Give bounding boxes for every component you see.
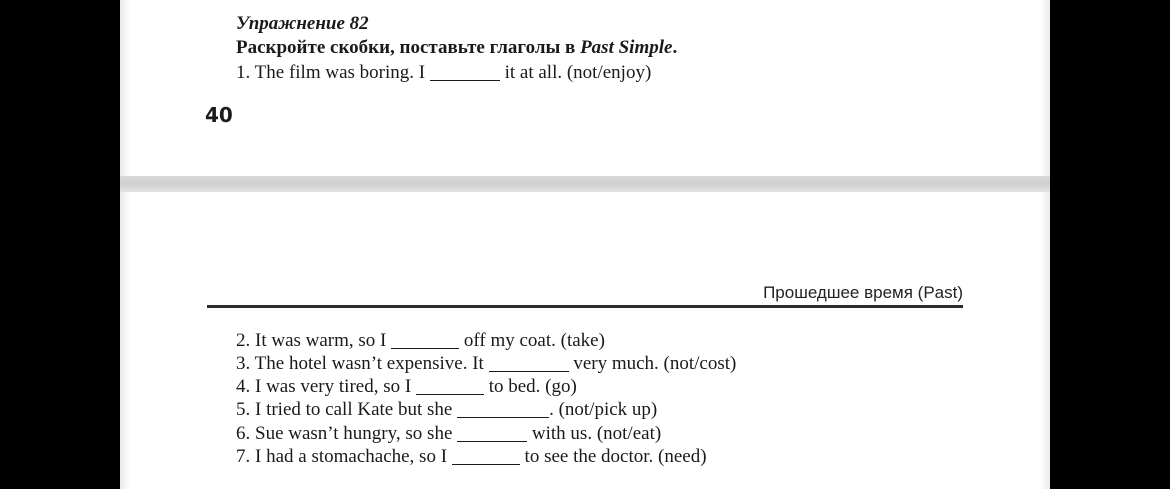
exercise-item-5	[236, 398, 657, 421]
answer-blank	[430, 61, 500, 81]
item-text-before: 3. The hotel wasn’t expensive. It	[236, 353, 489, 374]
item-text-before: 2. It was warm, so I	[236, 330, 392, 351]
answer-blank	[457, 398, 549, 418]
answer-blank	[489, 352, 569, 372]
exercise-item-2	[236, 329, 605, 352]
section-header: Прошедшее время (Past)	[763, 283, 963, 302]
exercise-item-3	[236, 352, 736, 375]
exercise-instruction	[236, 37, 677, 59]
section-rule	[207, 305, 963, 308]
exercise-item-6	[236, 422, 661, 445]
item-text-before: 1. The film was boring. I	[236, 62, 430, 83]
item-text-after: to see the doctor. (need)	[519, 446, 707, 467]
instruction-suffix: .	[672, 37, 678, 58]
item-text-after: very much. (not/cost)	[568, 353, 737, 374]
item-text-after: it at all. (not/enjoy)	[499, 62, 652, 83]
exercise-title: Упражнение 82	[236, 13, 369, 34]
answer-blank	[457, 422, 527, 442]
instruction-italic: Past Simple	[580, 37, 673, 58]
item-text-after: to bed. (go)	[483, 376, 577, 397]
item-text-before: 5. I tried to call Kate but she	[236, 399, 458, 420]
item-text-after: . (not/pick up)	[549, 399, 658, 420]
item-text-after: with us. (not/eat)	[527, 423, 662, 444]
answer-blank	[452, 445, 520, 465]
exercise-item-1	[236, 61, 651, 84]
page-gap	[120, 176, 1050, 192]
page-number: 40	[205, 103, 233, 127]
item-text-before: 7. I had a stomachache, so I	[236, 446, 452, 467]
answer-blank	[391, 329, 459, 349]
answer-blank	[416, 375, 484, 395]
exercise-item-4	[236, 375, 577, 398]
item-text-before: 4. I was very tired, so I	[236, 376, 416, 397]
item-text-before: 6. Sue wasn’t hungry, so she	[236, 423, 458, 444]
instruction-prefix: Раскройте скобки, поставьте глаголы в	[236, 37, 581, 58]
exercise-item-7	[236, 445, 707, 468]
item-text-after: off my coat. (take)	[459, 330, 605, 351]
